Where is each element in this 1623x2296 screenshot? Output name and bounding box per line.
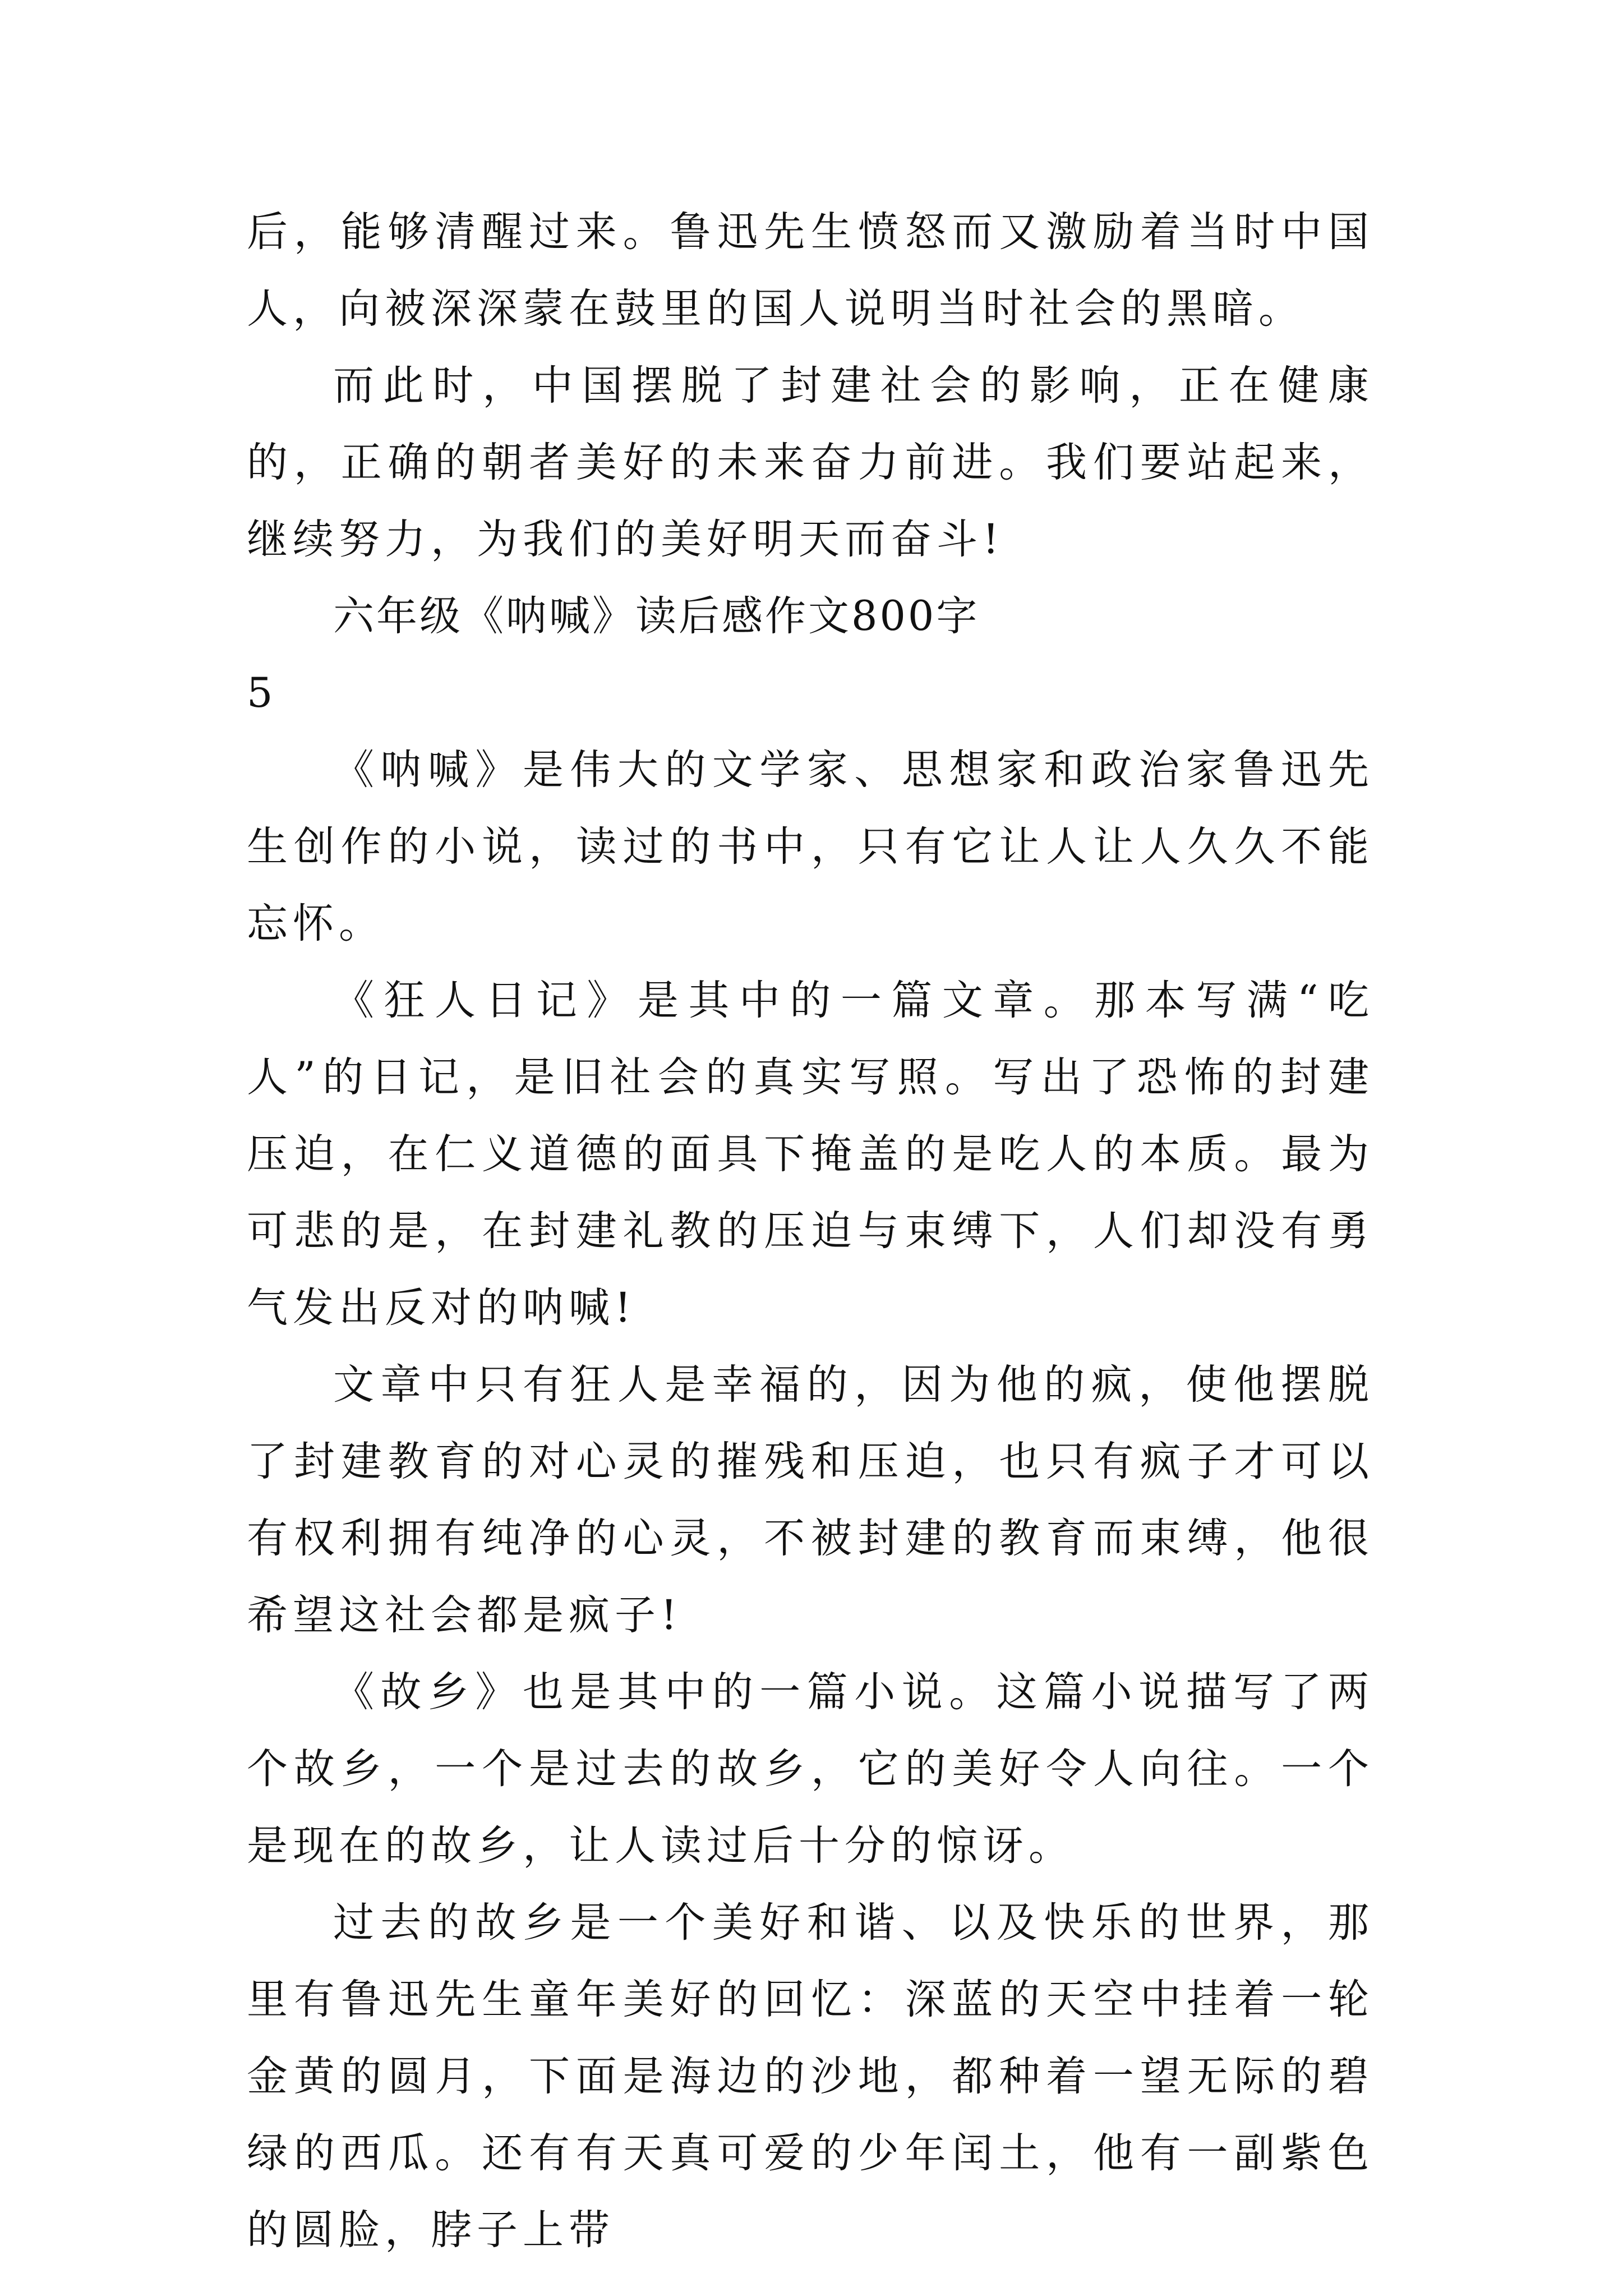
paragraph-intro: 《呐喊》是伟大的文学家、思想家和政治家鲁迅先生创作的小说，读过的书中，只有它让人让人久久不能忘怀。	[247, 746, 1374, 947]
paragraph-continuation: 后，能够清醒过来。鲁迅先生愤怒而又激励着当时中国人，向被深深蒙在鼓里的国人说明当时社会的黑暗。	[247, 208, 1374, 333]
paragraph-hometown: 《故乡》也是其中的一篇小说。这篇小说描写了两个故乡，一个是过去的故乡，它的美好令人向往。一个是现在的故乡，让人读过后十分的惊讶。	[247, 1668, 1374, 1870]
paragraph-conclusion: 而此时，中国摆脱了封建社会的影响，正在健康的，正确的朝者美好的未来奋力前进。我们要站起来，继续努力，为我们的美好明天而奋斗!	[247, 362, 1374, 563]
paragraph-past-hometown: 过去的故乡是一个美好和谐、以及快乐的世界，那里有鲁迅先生童年美好的回忆：深蓝的天空中挂着一轮金黄的圆月，下面是海边的沙地，都种着一望无际的碧绿的西瓜。还有有天真可爱的少年闰土，他有一副紫色的圆脸，脖子上带	[247, 1899, 1374, 2254]
paragraph-madman-diary: 《狂人日记》是其中的一篇文章。那本写满“吃人”的日记，是旧社会的真实写照。写出了恐怖的封建压迫，在仁义道德的面具下掩盖的是吃人的本质。最为可悲的是，在封建礼教的压迫与束缚下，人们却没有勇气发出反对的呐喊!	[247, 977, 1374, 1332]
essay-number: 5	[247, 669, 278, 717]
document-body	[247, 194, 1374, 2269]
paragraph-madman-happiness: 文章中只有狂人是幸福的，因为他的疯，使他摆脱了封建教育的对心灵的摧残和压迫，也只有疯子才可以有权利拥有纯净的心灵，不被封建的教育而束缚，他很希望这社会都是疯子!	[247, 1361, 1374, 1639]
essay-title: 六年级《呐喊》读后感作文800字	[333, 592, 980, 640]
